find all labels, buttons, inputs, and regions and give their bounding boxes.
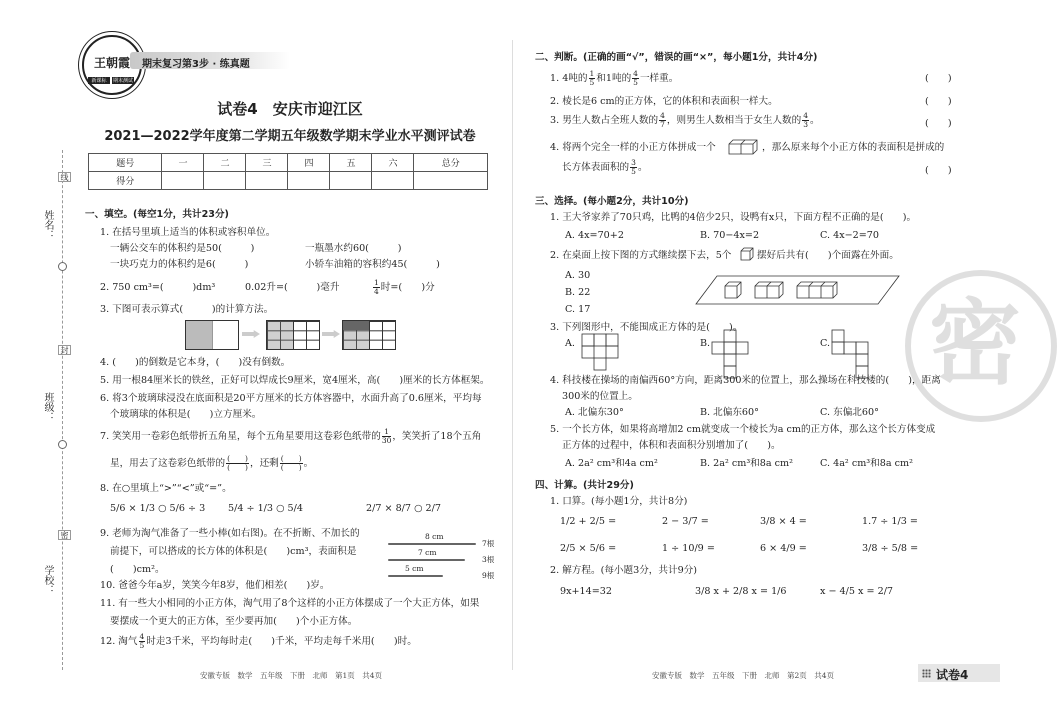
- page-tag: [918, 664, 1000, 682]
- binding-dot: [58, 262, 67, 271]
- question-text: 1. 王大爷家养了70只鸡，比鸭的4倍少2只，设鸭有x只，下面方程不正确的是( )。: [550, 212, 917, 223]
- question-text: 要摆成一个更大的正方体，至少要再加( )个小正方体。: [110, 616, 358, 627]
- score-cell: 六: [372, 154, 414, 172]
- grid-figure-3: [342, 320, 396, 350]
- fraction: $\frac{4}{5}$: [633, 69, 638, 87]
- rod-5cm: [388, 575, 443, 577]
- question-text: 2. 解方程。(每小题3分，共计9分): [550, 565, 698, 576]
- question-text: 一辆公交车的体积约是50( ): [110, 243, 255, 254]
- answer-fraction[interactable]: ( ) ( ): [227, 454, 248, 472]
- score-cell: 三: [246, 154, 288, 172]
- question-text: 4. ( )的倒数是它本身，( )没有倒数。: [100, 357, 291, 368]
- option[interactable]: A.: [565, 338, 575, 349]
- fraction: $\frac{4}{3}$: [803, 111, 809, 129]
- binding-dot: [58, 440, 67, 449]
- rod-length-label: 8 cm: [425, 532, 444, 541]
- score-cell: 四: [288, 154, 330, 172]
- score-row: [89, 172, 488, 190]
- logo-ribbon: 期末测试: [112, 78, 133, 84]
- question-text: 2. 棱长是6 cm的正方体，它的体积和表面积一样大。: [550, 96, 778, 107]
- oral-item[interactable]: 1.7 ÷ 1/3 =: [862, 516, 918, 527]
- question-text: 9. 老师为淘气准备了一些小棒(如右图)。在不折断、不加长的: [100, 528, 360, 539]
- footer-right: 安徽专版 数学 五年级 下册 北师 第2页 共4页: [652, 671, 835, 680]
- binding-line: [62, 150, 63, 670]
- compare-item[interactable]: 5/6 × 1/3 ○ 5/6 ÷ 3: [110, 503, 206, 514]
- question-text: 6. 将3个玻璃球浸没在底面积是20平方厘米的长方体容器中，水面升高了0.6厘米，平均每: [100, 393, 482, 404]
- grid-dots-icon: [922, 669, 931, 678]
- cube-icon: [740, 247, 754, 264]
- question-text: 5. 用一根84厘米长的铁丝，正好可以焊成长9厘米，宽4厘米，高( )厘米的长方体框架。: [100, 375, 490, 386]
- score-cell: 五: [330, 154, 372, 172]
- exam-label: 试卷4: [217, 100, 258, 118]
- question-text: 5. 一个长方体，如果将高增加2 cm就变成一个棱长为a cm的正方体，那么这个长方体变成: [550, 424, 936, 435]
- page-divider: [512, 40, 513, 670]
- question-text: 11. 有一些大小相同的小正方体，淘气用了8个这样的小正方体摆成了一个大正方体，如果: [100, 598, 480, 609]
- question-text: 2. 750 cm³=( )dm³: [100, 282, 216, 293]
- name-label: 姓名：: [42, 210, 53, 240]
- oral-item[interactable]: 3/8 × 4 =: [760, 516, 807, 527]
- question-text: 10. 爸爸今年a岁，笑笑今年8岁，他们相差( )岁。: [100, 580, 330, 591]
- question-text: 1. 4吨的 $\frac{1}{5}$ 和1吨的 $\frac{4}{5}$ 一样重。: [550, 69, 679, 87]
- arrow-icon: [322, 330, 340, 338]
- footer-left: 安徽专版 数学 五年级 下册 北师 第1页 共4页: [200, 671, 383, 680]
- fraction: $\frac{4}{7}$: [660, 111, 665, 129]
- logo-ribbon: 新课标: [88, 77, 110, 84]
- option[interactable]: C. 17: [565, 304, 591, 315]
- exam-subtitle: 2021—2022学年度第二学期五年级数学期末学业水平测评试卷: [104, 129, 476, 144]
- fraction: $\frac{3}{5}$: [631, 158, 636, 176]
- fraction: $\frac{1}{4}$: [374, 278, 379, 296]
- rod-count-label: 9根: [482, 571, 495, 580]
- rod-length-label: 7 cm: [418, 548, 437, 557]
- question-text: 小轿车油箱的容积约45( ): [305, 259, 440, 270]
- question-text: 12. 淘气 $\frac{4}{5}$ 时走3千米，平均每时走( )千米，平均走每千米用( )时。: [100, 632, 417, 650]
- question-text: 正方体的过程中，体积和表面积分别增加了( )。: [562, 440, 781, 451]
- question-text: 1. 在括号里填上适当的体积或容积单位。: [100, 227, 276, 238]
- option[interactable]: A. 2a² cm³和4a cm²: [565, 458, 658, 469]
- fraction: $\frac{1}{30}$: [381, 427, 392, 445]
- question-text: 3. 下列图形中，不能围成正方体的是( )。: [550, 322, 743, 333]
- score-input[interactable]: [372, 172, 414, 190]
- section-heading: 四、计算。(共计29分): [535, 480, 634, 491]
- score-input[interactable]: [246, 172, 288, 190]
- answer-fraction[interactable]: ( ) ( ): [280, 454, 302, 472]
- rod-7cm: [388, 559, 465, 561]
- score-input[interactable]: [330, 172, 372, 190]
- option[interactable]: B. 70−4x=2: [700, 230, 760, 241]
- option[interactable]: C. 东偏北60°: [820, 407, 879, 418]
- option[interactable]: C. 4a² cm³和8a cm²: [820, 458, 913, 469]
- fraction: $\frac{4}{5}$: [139, 632, 145, 650]
- judge-answer[interactable]: ( ): [925, 118, 952, 129]
- seal-secret-mark: 密: [60, 531, 69, 539]
- question-text: $\frac{1}{4}$ 时=( )分: [374, 278, 435, 296]
- net-figure-c: [832, 330, 880, 381]
- score-cell: 得分: [89, 172, 162, 190]
- compare-item[interactable]: 5/4 ÷ 1/3 ○ 5/4: [228, 503, 303, 514]
- logo-text: 王朝霞: [93, 56, 130, 70]
- compare-item[interactable]: 2/7 × 8/7 ○ 2/7: [366, 503, 441, 514]
- exam-title: [140, 98, 440, 119]
- judge-answer[interactable]: ( ): [925, 165, 952, 176]
- page-tag-label: 试卷4: [936, 668, 969, 682]
- question-text: 1. 口算。(每小题1分，共计8分): [550, 496, 688, 507]
- rod-count-label: 7根: [482, 539, 495, 548]
- equation[interactable]: x − 4/5 x = 2/7: [820, 586, 894, 597]
- option[interactable]: C. 4x−2=70: [820, 230, 880, 241]
- question-text: 一块巧克力的体积约是6( ): [110, 259, 249, 270]
- class-label: 班级：: [42, 392, 53, 422]
- grid-figure-1: [185, 320, 239, 350]
- option[interactable]: A. 30: [565, 270, 591, 281]
- school-label: 学校：: [42, 565, 53, 595]
- option[interactable]: B. 北偏东60°: [700, 407, 759, 418]
- question-text: 一瓶墨水约60( ): [305, 243, 402, 254]
- score-table: [88, 153, 488, 190]
- judge-answer[interactable]: ( ): [925, 96, 952, 107]
- question-text: 星，用去了这卷彩色纸带的 ( ) ( ) ，还剩 ( ) ( ) 。: [110, 454, 314, 472]
- equation[interactable]: 9x+14=32: [560, 586, 613, 597]
- question-text: ( )cm²。: [110, 564, 165, 575]
- question-text: 3. 下图可表示算式( )的计算方法。: [100, 304, 274, 315]
- rod-8cm: [388, 543, 476, 545]
- option[interactable]: C.: [820, 338, 831, 349]
- score-cell: 题号: [89, 154, 162, 172]
- question-text: 7. 笑笑用一卷彩色纸带折五角星，每个五角星要用这卷彩色纸带的 $\frac{1}{30}$ ，笑笑折了18个五角: [100, 427, 482, 445]
- oral-item[interactable]: 3/8 ÷ 5/8 =: [862, 543, 919, 554]
- rod-count-label: 3根: [482, 555, 495, 564]
- question-text: 8. 在○里填上“>”“<”或“=”。: [100, 483, 232, 494]
- score-input[interactable]: [162, 172, 204, 190]
- score-input[interactable]: [204, 172, 246, 190]
- watermark-glyph: 密: [929, 290, 1022, 397]
- section-heading: 三、选择。(每小题2分，共计10分): [535, 196, 689, 207]
- option[interactable]: B.: [700, 338, 711, 349]
- seal-mark: 封: [60, 346, 69, 354]
- net-figure-b: [712, 330, 760, 381]
- oral-item[interactable]: 2/5 × 5/6 =: [560, 543, 617, 554]
- question-text: 4. 科技楼在操场的南偏西60°方向，距离300米的位置上，那么操场在科技楼的( )，距离: [550, 375, 941, 386]
- rod-length-label: 5 cm: [405, 564, 424, 573]
- score-cell: 二: [204, 154, 246, 172]
- judge-answer[interactable]: ( ): [925, 73, 952, 84]
- oral-item[interactable]: 6 × 4/9 =: [760, 543, 807, 554]
- option[interactable]: A. 4x=70+2: [565, 230, 624, 241]
- stage-banner: 期末复习第3步 · 练真题: [130, 52, 290, 69]
- question-text: 摆好后共有( )个面露在外面。: [757, 250, 899, 261]
- question-text: 300米的位置上。: [562, 391, 638, 402]
- score-input[interactable]: [414, 172, 488, 190]
- oral-item[interactable]: 1 ÷ 10/9 =: [662, 543, 715, 554]
- oral-item[interactable]: 1/2 + 2/5 =: [560, 516, 617, 527]
- watermark-seal: [905, 270, 1057, 422]
- section-heading: 一、填空。(每空1分，共计23分): [85, 209, 229, 220]
- question-text: 前提下，可以搭成的长方体的体积是( )cm³，表面积是: [110, 546, 357, 557]
- fraction: $\frac{1}{5}$: [589, 69, 595, 87]
- question-text: 4. 将两个完全一样的小正方体拼成一个: [550, 142, 716, 153]
- option[interactable]: A. 北偏东30°: [565, 407, 624, 418]
- question-text: 2. 在桌面上按下图的方式继续摆下去，5个: [550, 250, 732, 261]
- net-figure-a: [582, 334, 630, 373]
- arrow-icon: [242, 330, 260, 338]
- question-text: 0.02升=( )毫升: [245, 282, 340, 293]
- cuboid-icon: [728, 139, 758, 155]
- exam-region: 安庆市迎江区: [272, 100, 363, 118]
- option[interactable]: B. 22: [565, 287, 591, 298]
- seal-line-mark: 线: [60, 173, 69, 181]
- score-header-row: [89, 154, 488, 172]
- question-text: 个玻璃球的体积是( )立方厘米。: [110, 409, 262, 420]
- table-cubes-figure: [695, 272, 900, 311]
- question-text: 3. 男生人数占全班人数的 $\frac{4}{7}$ ，则男生人数相当于女生人数的 $\frac{4}{3}$ 。: [550, 111, 820, 129]
- question-text: 长方体表面积的 $\frac{3}{5}$ 。: [562, 158, 648, 176]
- score-cell: 总分: [414, 154, 488, 172]
- option[interactable]: B. 2a² cm³和8a cm²: [700, 458, 793, 469]
- oral-item[interactable]: 2 − 3/7 =: [662, 516, 709, 527]
- score-input[interactable]: [288, 172, 330, 190]
- equation[interactable]: 3/8 x + 2/8 x = 1/6: [695, 586, 787, 597]
- score-cell: 一: [162, 154, 204, 172]
- question-text: ，那么原来每个小正方体的表面积是拼成的: [762, 142, 945, 153]
- grid-figure-2: [266, 320, 320, 350]
- section-heading: 二、判断。(正确的画“√”，错误的画“×”，每小题1分，共计4分): [535, 52, 818, 63]
